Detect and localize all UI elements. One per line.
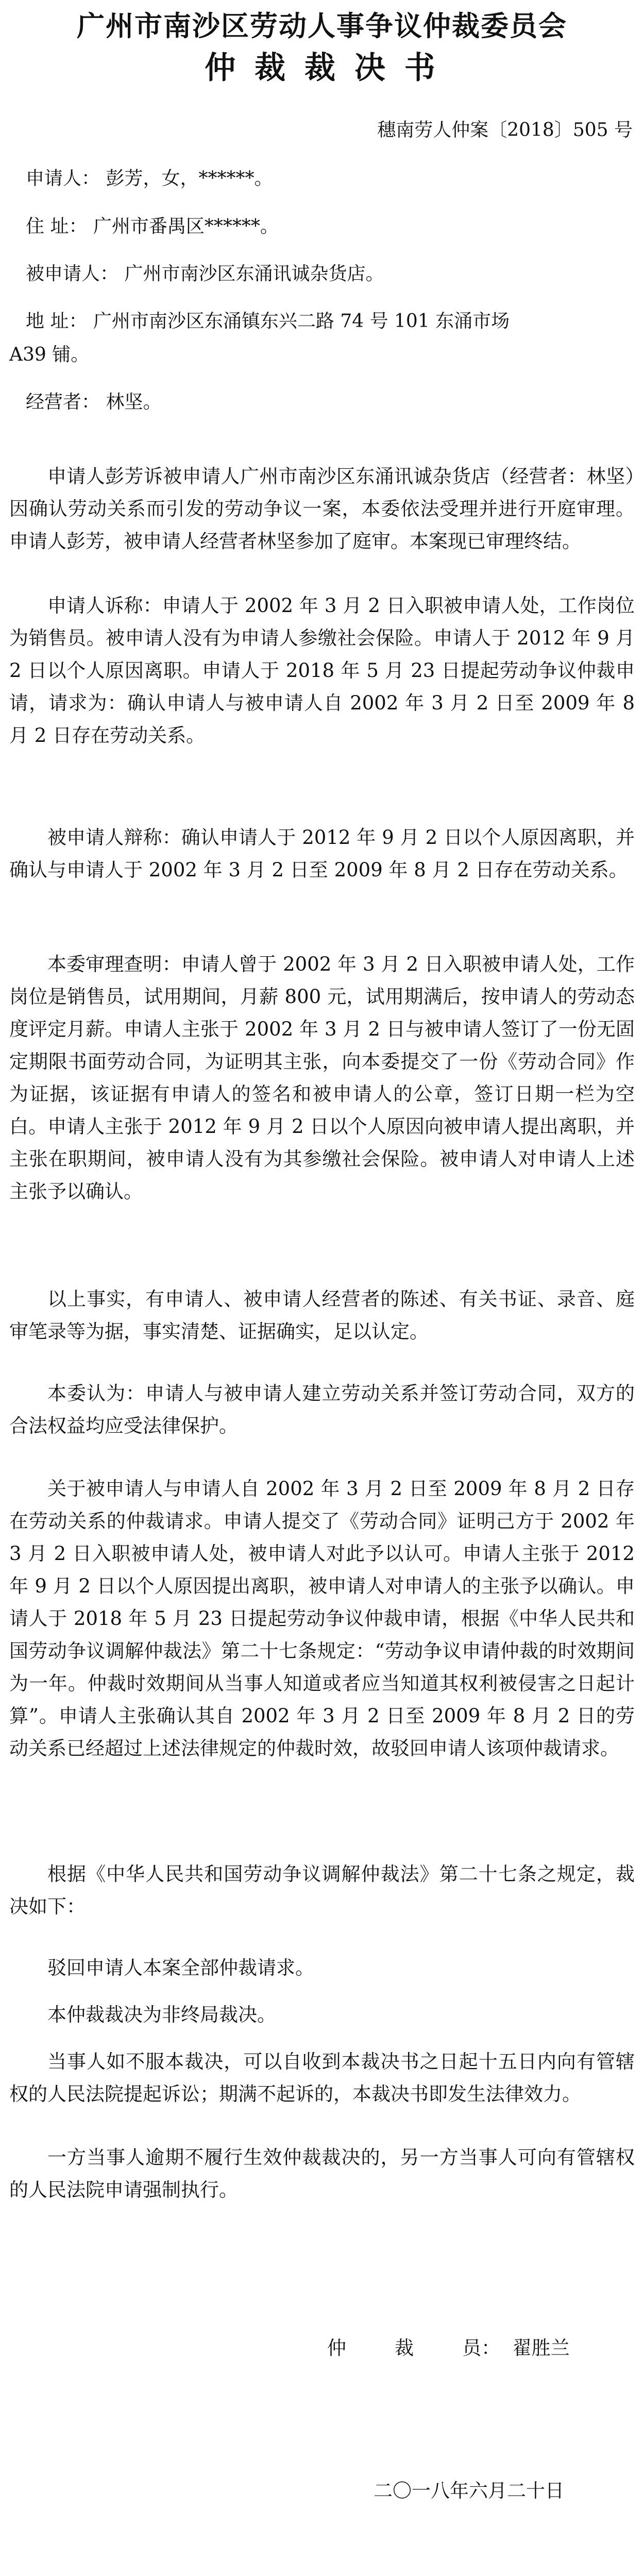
paragraph-legal-basis: 根据《中华人民共和国劳动争议调解仲裁法》第二十七条之规定，裁决如下： [9,1863,635,1918]
arbitrator-signature: 仲 裁 员： 翟胜兰 [327,2337,570,2359]
decision-date: 二〇一八年六月二十日 [374,2480,564,2502]
paragraph-analysis: 关于被申请人与申请人自 2002 年 3 月 2 日至 2009 年 8 月 2 日存在劳动关系的仲裁请求。申请人提交了《劳动合同》证明己方于 2002 年 3 月 2 日入职被申请人处，被申请人对此予以认可。申请人主张于 2012 年 9 月 2 日以个人原因提出离职，被申请人对申请人的主张予以确认。申请人于 2018 年 5 月 23 日提起劳动争议仲裁申请，根据《中华人民共和国劳动争议调解仲裁法》第二十七条规定：“劳动争议申请仲裁的时效期间为一年。仲裁时效期间从当事人知道或者应当知道其权利被侵害之日起计算”。申请人主张确认其自 2002 年 3 月 2 日至 2009 年 8 月 2 日的劳动关系已经超过上述法律规定的仲裁时效，故驳回申请人该项仲裁请求。 [9,1478,635,1759]
paragraph-respondent-defense: 被申请人辩称：确认申请人于 2012 年 9 月 2 日以个人原因离职，并确认与申请人于 2002 年 3 月 2 日至 2009 年 8 月 2 日存在劳动关系。 [9,826,635,881]
paragraph-applicant-claim: 申请人诉称：申请人于 2002 年 3 月 2 日入职被申请人处，工作岗位为销售员。被申请人没有为申请人参缴社会保险。申请人于 2012 年 9 月 2 日以个人原因离职。申请人于 2018 年 5 月 23 日提起劳动争议仲裁申请，请求为：确认申请人与被申请人自 2002 年 3 月 2 日至 2009 年 8 月 2 日存在劳动关系。 [9,595,635,747]
paragraph-non-final: 本仲裁裁决为非终局裁决。 [47,2004,276,2026]
respondent-line: 被申请人： 广州市南沙区东涌讯诚杂货店。 [26,263,384,284]
respondent-address-continued: A39 铺。 [9,344,90,365]
paragraph-ruling: 驳回申请人本案全部仲裁请求。 [47,1957,314,1979]
paragraph-enforcement: 一方当事人逾期不履行生效仲裁裁决的，另一方当事人可向有管辖权的人民法院申请强制执行。 [9,2146,635,2201]
applicant-line: 申请人： 彭芳，女，******。 [26,168,273,189]
paragraph-opinion: 本委认为：申请人与被申请人建立劳动关系并签订劳动合同，双方的合法权益均应受法律保护。 [9,1382,635,1437]
paragraph-appeal-rights: 当事人如不服本裁决，可以自收到本裁决书之日起十五日内向有管辖权的人民法院提起诉讼；期满不起诉的，本裁决书即发生法律效力。 [9,2050,635,2105]
paragraph-case-summary: 申请人彭芳诉被申请人广州市南沙区东涌讯诚杂货店（经营者：林坚）因确认劳动关系而引发的劳动争议一案，本委依法受理并进行开庭审理。申请人彭芳，被申请人经营者林坚参加了庭审。本案现已审理终结。 [9,465,635,552]
case-number: 穗南劳人仲案〔2018〕505 号 [377,120,633,141]
respondent-address-line: 地 址： 广州市南沙区东涌镇东兴二路 74 号 101 东涌市场 [26,311,510,332]
paragraph-findings: 本委审理查明：申请人曾于 2002 年 3 月 2 日入职被申请人处，工作岗位是销售员，试用期间，月薪 800 元，试用期满后，按申请人的劳动态度评定月薪。申请人主张于 2002 年 3 月 2 日与被申请人签订了一份无固定期限书面劳动合同，为证明其主张，向本委提交了一份《劳动合同》作为证据，该证据有申请人的签名和被申请人的公章，签订日期一栏为空白。申请人主张于 2012 年 9 月 2 日以个人原因向被申请人提出离职，并主张在职期间，被申请人没有为其参缴社会保险。被申请人对申请人上述主张予以确认。 [9,953,635,1202]
operator-line: 经营者： 林坚。 [26,392,162,413]
document-title: 仲 裁 裁 决 书 [205,50,439,86]
applicant-address-line: 住 址： 广州市番禺区******。 [26,216,279,237]
issuing-organization: 广州市南沙区劳动人事争议仲裁委员会 [77,9,567,42]
paragraph-evidence: 以上事实，有申请人、被申请人经营者的陈述、有关书证、录音、庭审笔录等为据，事实清楚、证据确实，足以认定。 [9,1288,635,1343]
